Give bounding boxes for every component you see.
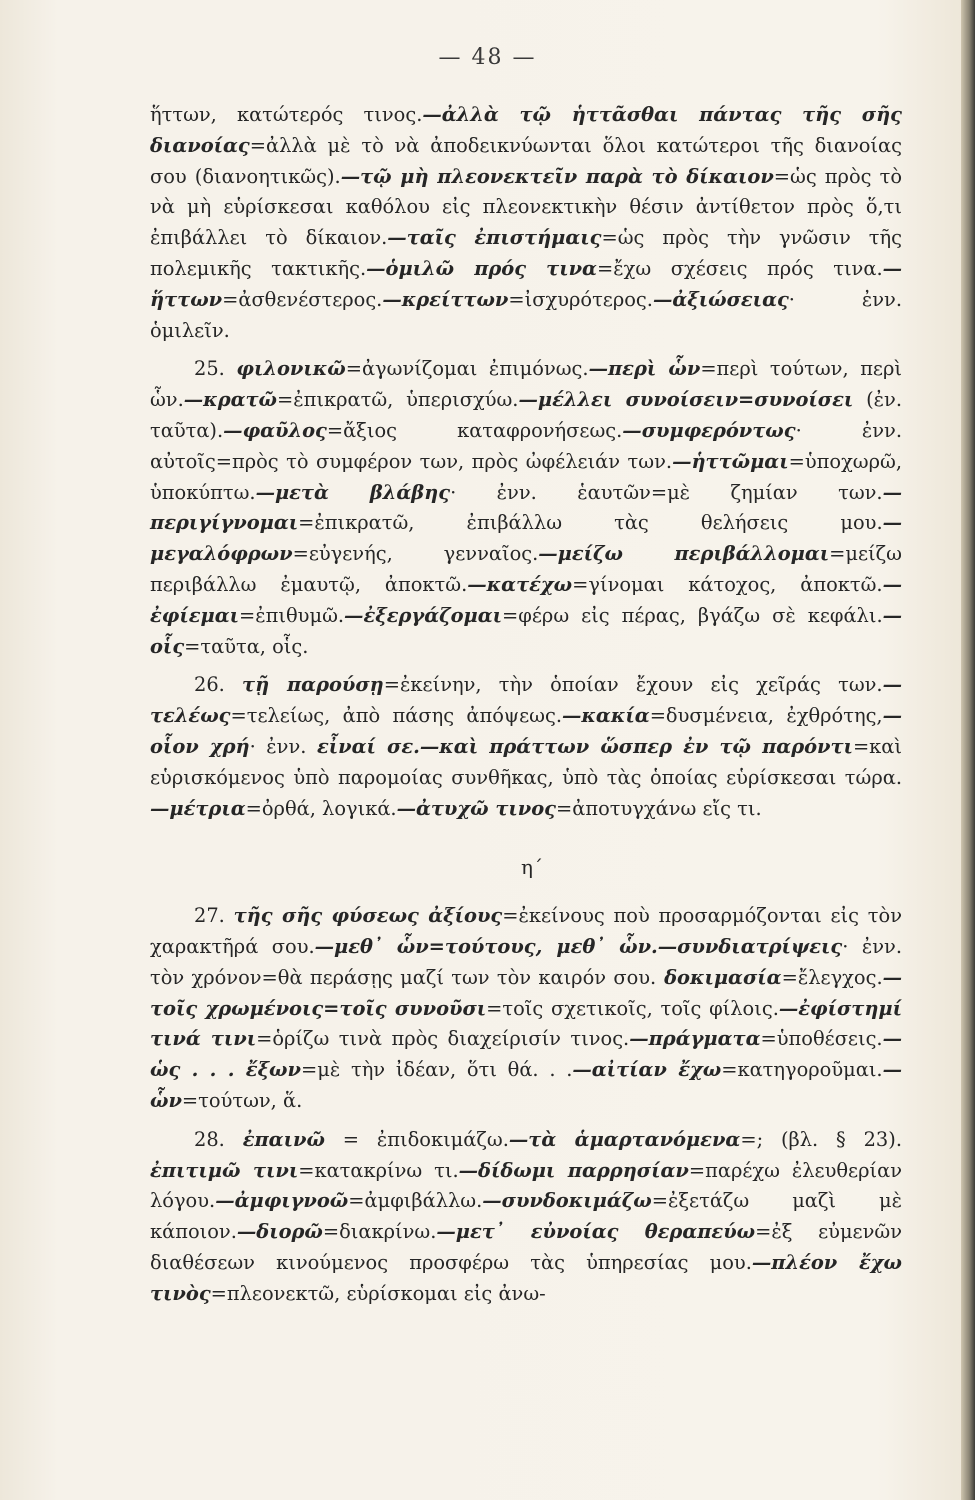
gloss-text: =ἀποτυγχάνω εἴς τι. [555, 796, 762, 820]
gloss-text: =ἐπικρατῶ, ὑπερισχύω. [277, 388, 519, 412]
gloss-text: =ἔχω σχέσεις πρός τινα. [596, 256, 883, 280]
gloss-text: =ὡς πρὸς τὸ νὰ μὴ εὑρίσκεσαι καθόλου εἰς πλεονεκτικὴν θέσιν ἀντίθετον πρὸς ὅ,τι ἐπιβάλλει τὸ δίκαιον. [150, 164, 903, 250]
gloss-text: =μὲ τὴν ἰδέαν, ὅτι θά. . . [300, 1058, 573, 1082]
gloss-text: =παρέχω ἐλευθερίαν λόγου. [150, 1158, 902, 1213]
gloss-text: 27. [194, 904, 234, 928]
lemma-term: —συμφερόντως [622, 418, 796, 442]
gloss-text: =κατακρίνω τι. [298, 1158, 459, 1182]
paragraph [150, 901, 902, 1117]
gloss-text: =ἐξ εὐμενῶν διαθέσεων κινούμενος προσφέρω τὰς ὑπηρεσίας μου. [150, 1220, 902, 1274]
lemma-term: —κακία [562, 704, 650, 728]
lemma-term: —ὡς . . . ἔξων [150, 1027, 902, 1082]
gloss-text: · ἐνν. [249, 734, 317, 758]
lemma-term: εἶναί σε.—καὶ πράττων ὥσπερ ἐν τῷ παρόντι [316, 734, 853, 758]
gloss-text: =γίνομαι κάτοχος, ἀποκτῶ. [572, 572, 883, 596]
paragraphs-before [150, 100, 902, 824]
gloss-text: =καὶ εὑρισκόμενος ὑπὸ παρομοίας συνθῆκας, ὑπὸ τὰς ὁποίας εὑρίσκεσαι τώρα. [150, 734, 903, 789]
lemma-term: τῆς σῆς φύσεως ἀξίους [233, 904, 503, 928]
lemma-term: —περιγίγνομαι [150, 480, 902, 535]
gloss-text: =μείζω περιβάλλω ἐμαυτῷ, ἀποκτῶ. [150, 542, 902, 596]
page-body [150, 100, 902, 1309]
gloss-text: =ἐπιθυμῶ. [239, 603, 345, 627]
lemma-term: —μεγαλόφρων [150, 511, 902, 566]
lemma-term: —αἰτίαν ἔχω [572, 1058, 722, 1082]
paragraph [150, 100, 902, 346]
gloss-text: =ὁρίζω τινὰ πρὸς διαχείρισίν τινος. [256, 1027, 630, 1051]
lemma-term: δοκιμασία [656, 965, 782, 989]
paragraph [150, 354, 902, 662]
lemma-term: ἐπιτιμῶ τινι [150, 1158, 299, 1182]
lemma-term: —δίδωμι παρρησίαν [458, 1158, 689, 1182]
gloss-text: =ἀμφιβάλλω. [348, 1189, 483, 1213]
page-number: — 48 — [438, 45, 537, 70]
gloss-text: · ἐνν. ὁμιλεῖν. [150, 287, 902, 342]
gloss-text: =περὶ τούτων, περὶ ὧν. [150, 357, 902, 412]
lemma-term: —μετ᾽ εὐνοίας θεραπεύω [436, 1220, 756, 1244]
gloss-text: =ὀρθά, λογικά. [245, 796, 397, 820]
gloss-text: =ἄξιος καταφρονήσεως. [326, 418, 623, 442]
lemma-term: φιλονικῶ [236, 357, 346, 381]
paragraph [150, 1125, 902, 1310]
gloss-text: =δυσμένεια, ἐχθρότης, [649, 704, 883, 728]
gloss-text: =ἐκείνους ποὺ προσαρμόζονται εἰς τὸν χαρακτῆρά σου. [150, 904, 902, 958]
gloss-text: =; (βλ. § 23). [740, 1127, 902, 1151]
gloss-text: =διακρίνω. [322, 1220, 437, 1244]
lemma-term: —μείζω περιβάλλομαι [538, 542, 830, 566]
lemma-term: —ἀλλὰ τῷ ἡττᾶσθαι πάντας τῆς σῆς διανοίας [150, 103, 902, 157]
lemma-term: —τελέως [150, 673, 902, 728]
lemma-term: —μέτρια [150, 796, 246, 820]
gloss-text: =ὑποθέσεις. [760, 1027, 883, 1051]
lemma-term: —ὧν [150, 1058, 902, 1112]
lemma-term: —ὁμιλῶ πρός τινα [366, 256, 597, 280]
gloss-text: 28. [194, 1127, 243, 1151]
lemma-term: —ἡττῶμαι [672, 449, 789, 473]
gloss-text: =τούτων, ἅ. [181, 1088, 303, 1112]
paragraphs-after [150, 901, 902, 1309]
gloss-text: =εὐγενής, γενναῖος. [292, 542, 539, 566]
lemma-term: ἐπαινῶ [242, 1127, 325, 1151]
gloss-text: =ταῦτα, οἷς. [184, 634, 309, 658]
lemma-term: —τὰ ἁμαρτανόμενα [508, 1127, 741, 1151]
lemma-term: —τῷ μὴ πλεονεκτεῖν παρὰ τὸ δίκαιον [340, 164, 774, 188]
lemma-term: —ἐξεργάζομαι [344, 603, 503, 627]
lemma-term: —πλέον ἔχω τινὸς [150, 1250, 902, 1305]
lemma-term: —μετὰ βλάβης [255, 480, 451, 504]
gloss-text: =ἀλλὰ μὲ τὸ νὰ ἀποδεικνύωνται ὅλοι κατώτεροι τῆς διανοίας σου (διανοητικῶς). [150, 133, 902, 188]
gloss-text: =ἀγωνίζομαι ἐπιμόνως. [345, 357, 589, 381]
gloss-text: =ἀσθενέστερος. [222, 287, 383, 311]
lemma-term: —οἷς [150, 603, 902, 658]
gloss-text: 26. [194, 673, 243, 697]
lemma-term: —ἐφίστημί τινά τινι [150, 996, 902, 1051]
gloss-text: =φέρω εἰς πέρας, βγάζω σὲ κεφάλι. [502, 603, 883, 627]
lemma-term: —ἐφίεμαι [150, 572, 902, 627]
lemma-term: —κρατῶ [183, 388, 278, 412]
gloss-text: =ἐξετάζω μαζὶ μὲ κάποιον. [150, 1189, 902, 1244]
lemma-term: —συνδοκιμάζω [482, 1189, 652, 1213]
lemma-term: —ταῖς ἐπιστήμαις [387, 226, 602, 250]
gloss-text: 25. [194, 357, 237, 381]
gloss-text: =τελείως, ἀπὸ πάσης ἀπόψεως. [230, 704, 562, 728]
lemma-term: —οἷον χρή [150, 704, 902, 758]
lemma-term: —φαῦλος [223, 418, 327, 442]
gloss-text: (ἐν. ταῦτα). [150, 388, 902, 442]
gloss-text: =ὑποχωρῶ, ὑποκύπτω. [150, 449, 902, 504]
gloss-text: =πλεονεκτῶ, εὑρίσκομαι εἰς ἀνω- [210, 1281, 546, 1305]
lemma-term: —μέλλει συνοίσειν=συνοίσει [518, 388, 854, 412]
paragraph [150, 670, 902, 824]
page-edge-shadow [961, 0, 975, 1500]
lemma-term: —ἀμφιγνοῶ [215, 1189, 349, 1213]
lemma-term: —τοῖς χρωμένοις=τοῖς συνοῦσι [150, 965, 903, 1020]
lemma-term: —μεθ᾽ ὧν=τούτους, μεθ᾽ ὧν. [314, 934, 658, 958]
lemma-term: —περὶ ὧν [588, 357, 701, 381]
lemma-term: —πράγματα [629, 1027, 761, 1051]
lemma-term: —ἥττων [150, 256, 902, 311]
gloss-text: · ἐνν. ἑαυτῶν=μὲ ζημίαν των. [450, 480, 883, 504]
gloss-text: =ἐπικρατῶ, ἐπιβάλλω τὰς θελήσεις μου. [298, 511, 883, 535]
lemma-term: τῇ παρούσῃ [242, 673, 384, 697]
gloss-text: ἥττων, κατώτερός τινος. [150, 103, 423, 126]
lemma-term: —κατέχω [467, 572, 573, 596]
gloss-text: · ἐνν. αὐτοῖς=πρὸς τὸ συμφέρον των, πρὸς ὠφέλειάν των. [150, 418, 902, 473]
lemma-term: —κρείττων [382, 287, 509, 311]
gloss-text: · ἐνν. τὸν χρόνον=θὰ περάσῃς μαζί των τὸν καιρόν σου. [150, 934, 902, 989]
gloss-text: = ἐπιδοκιμάζω. [324, 1127, 509, 1151]
lemma-term: —ἀξιώσειας [652, 287, 789, 311]
gloss-text: =ἐκείνην, τὴν ὁποίαν ἔχουν εἰς χεῖράς των. [383, 673, 883, 697]
section-mark: η΄ [521, 855, 543, 880]
gloss-text: =ἰσχυρότερος. [508, 287, 653, 311]
lemma-term: —διορῶ [236, 1220, 323, 1244]
gloss-text: =ὡς πρὸς τὴν γνῶσιν τῆς πολεμικῆς τακτικῆς. [150, 226, 902, 280]
gloss-text: =τοῖς σχετικοῖς, τοῖς φίλοις. [486, 996, 779, 1020]
lemma-term: —ἀτυχῶ τινος [396, 796, 556, 820]
lemma-term: —συνδιατρίψεις [657, 934, 843, 958]
gloss-text: =κατηγοροῦμαι. [721, 1058, 883, 1082]
gloss-text: =ἔλεγχος. [781, 965, 883, 989]
